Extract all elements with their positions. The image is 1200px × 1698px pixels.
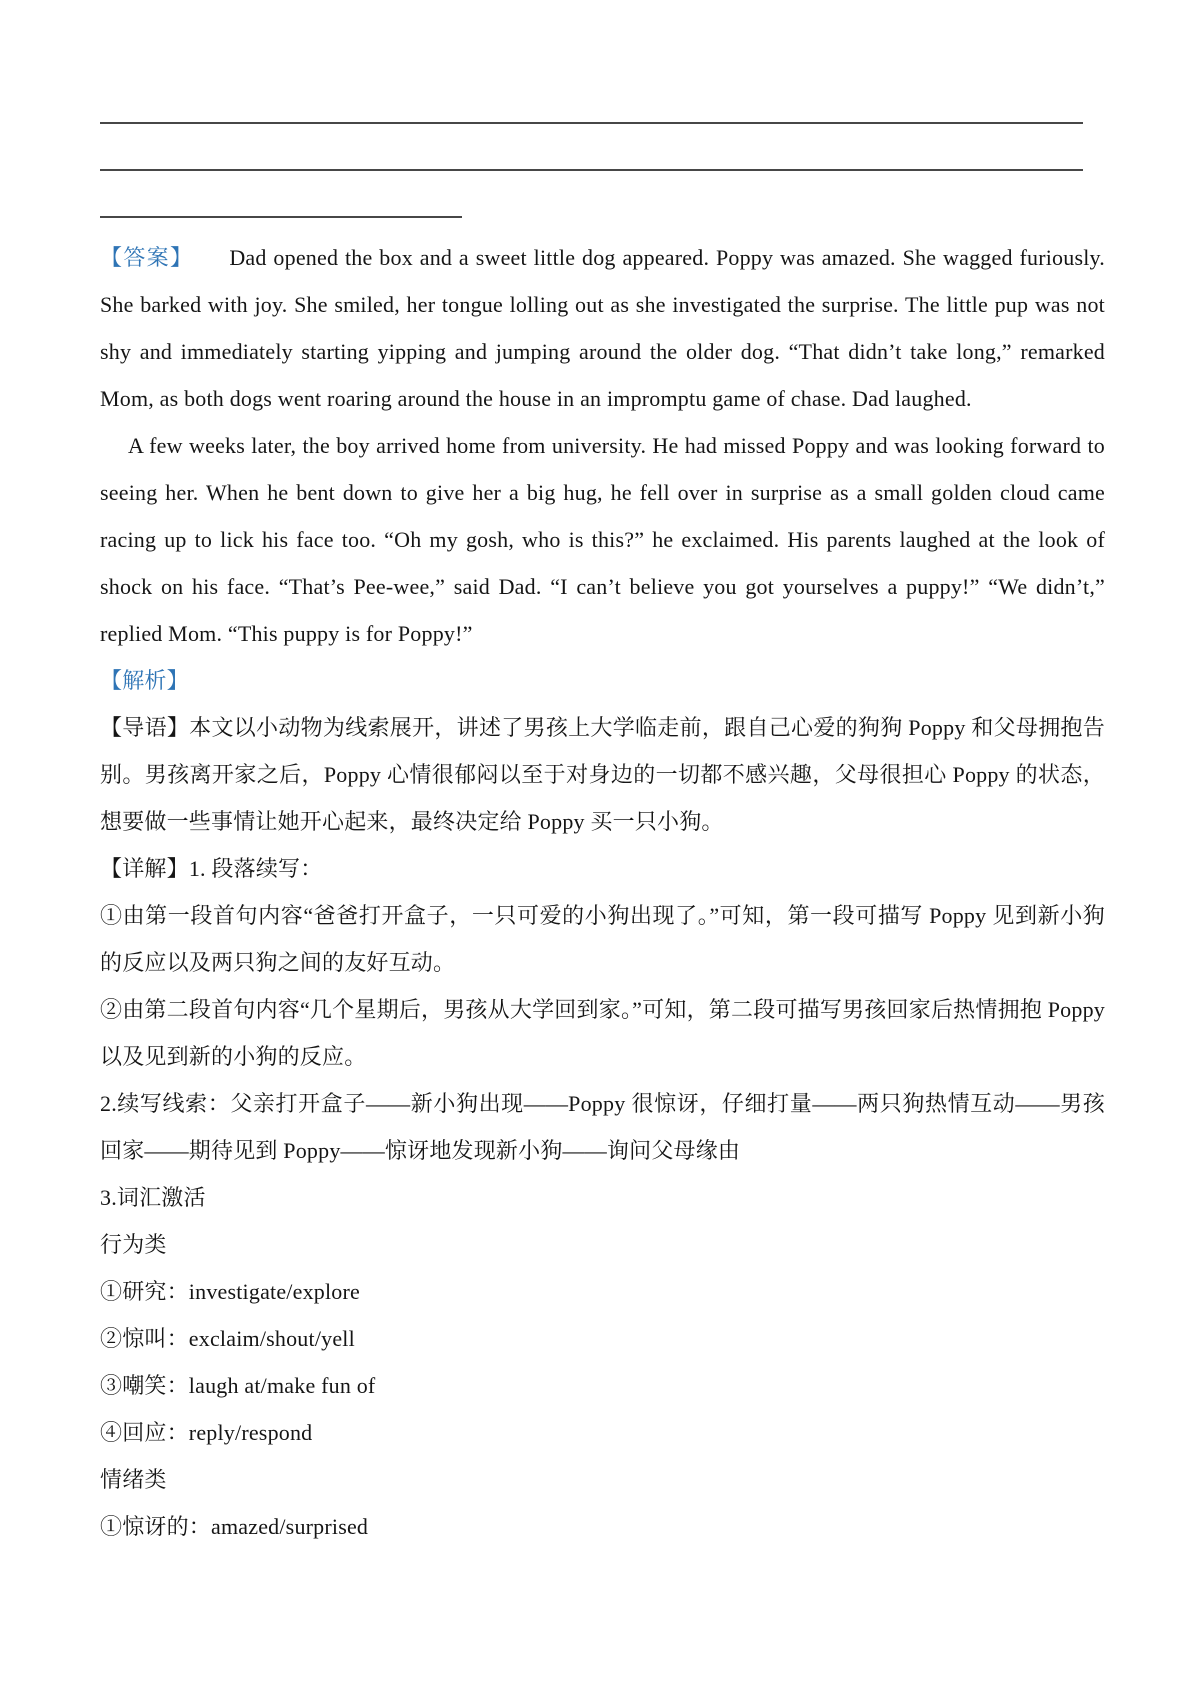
answer-blank-line-2 <box>100 124 1083 171</box>
answer-blank-line-3 <box>100 171 462 218</box>
vocab-item-reply: ④回应：reply/respond <box>100 1420 313 1445</box>
detail-point-1: ①由第一段首句内容“爸爸打开盒子，一只可爱的小狗出现了。”可知，第一段可描写 Poppy 见到新小狗的反应以及两只狗之间的友好互动。 <box>100 903 1105 975</box>
clue-line: 2.续写线索：父亲打开盒子——新小狗出现——Poppy 很惊讶，仔细打量——两只狗热情互动——男孩回家——期待见到 Poppy——惊讶地发现新小狗——询问父母缘由 <box>100 1091 1105 1163</box>
intro-paragraph <box>100 704 1105 845</box>
vocab-item-exclaim: ②惊叫：exclaim/shout/yell <box>100 1326 355 1351</box>
detail-point-2: ②由第二段首句内容“几个星期后，男孩从大学回到家。”可知，第二段可描写男孩回家后热情拥抱 Poppy 以及见到新的小狗的反应。 <box>100 997 1105 1069</box>
analysis-label: 【解析】 <box>100 668 189 693</box>
answer-paragraph-1 <box>100 234 1105 422</box>
answer-blank-line-1 <box>100 77 1083 124</box>
analysis-heading <box>100 657 1105 704</box>
answer-label: 【答案】 <box>100 245 194 270</box>
detail-heading-line <box>100 845 1105 892</box>
answer-paragraph-2: A few weeks later, the boy arrived home from university. He had missed Poppy and was looking forward to seeing her. When he bent down to give her a big hug, he fell over in surprise as a small golden cloud came racing up to lick his face too. “Oh my gosh, who is this?” he exclaimed. His parents laughed at the look of shock on his face. “That’s Pee-wee,” said Dad. “I can’t believe you got yourselves a puppy!” “We didn’t,” replied Mom. “This puppy is for Poppy!” <box>100 433 1105 646</box>
vocab-item-laugh-at: ③嘲笑：laugh at/make fun of <box>100 1373 376 1398</box>
emotion-heading: 情绪类 <box>100 1467 167 1492</box>
vocab-heading: 3.词汇激活 <box>100 1185 206 1210</box>
vocab-item-amazed: ①惊讶的：amazed/surprised <box>100 1514 369 1539</box>
detail-heading-text: 1. 段落续写： <box>188 856 323 881</box>
detail-label: 【详解】 <box>100 856 189 881</box>
intro-label: 【导语】 <box>100 715 190 740</box>
intro-text: 本文以小动物为线索展开，讲述了男孩上大学临走前，跟自己心爱的狗狗 Poppy 和父母拥抱告别。男孩离开家之后，Poppy 心情很郁闷以至于对身边的一切都不感兴趣，父母很担心 Poppy 的状态，想要做一些事情让她开心起来，最终决定给 Poppy 买一只小狗。 <box>100 715 1105 834</box>
vocab-item-research: ①研究：investigate/explore <box>100 1279 360 1304</box>
behavior-heading: 行为类 <box>100 1232 167 1257</box>
answer-paragraph-1-text: Dad opened the box and a sweet little dog appeared. Poppy was amazed. She wagged furiously. She barked with joy. She smiled, her tongue lolling out as she investigated the surprise. The little pup was not shy and immediately starting yipping and jumping around the older dog. “That didn’t take long,” remarked Mom, as both dogs went roaring around the house in an impromptu game of chase. Dad laughed. <box>100 245 1105 411</box>
